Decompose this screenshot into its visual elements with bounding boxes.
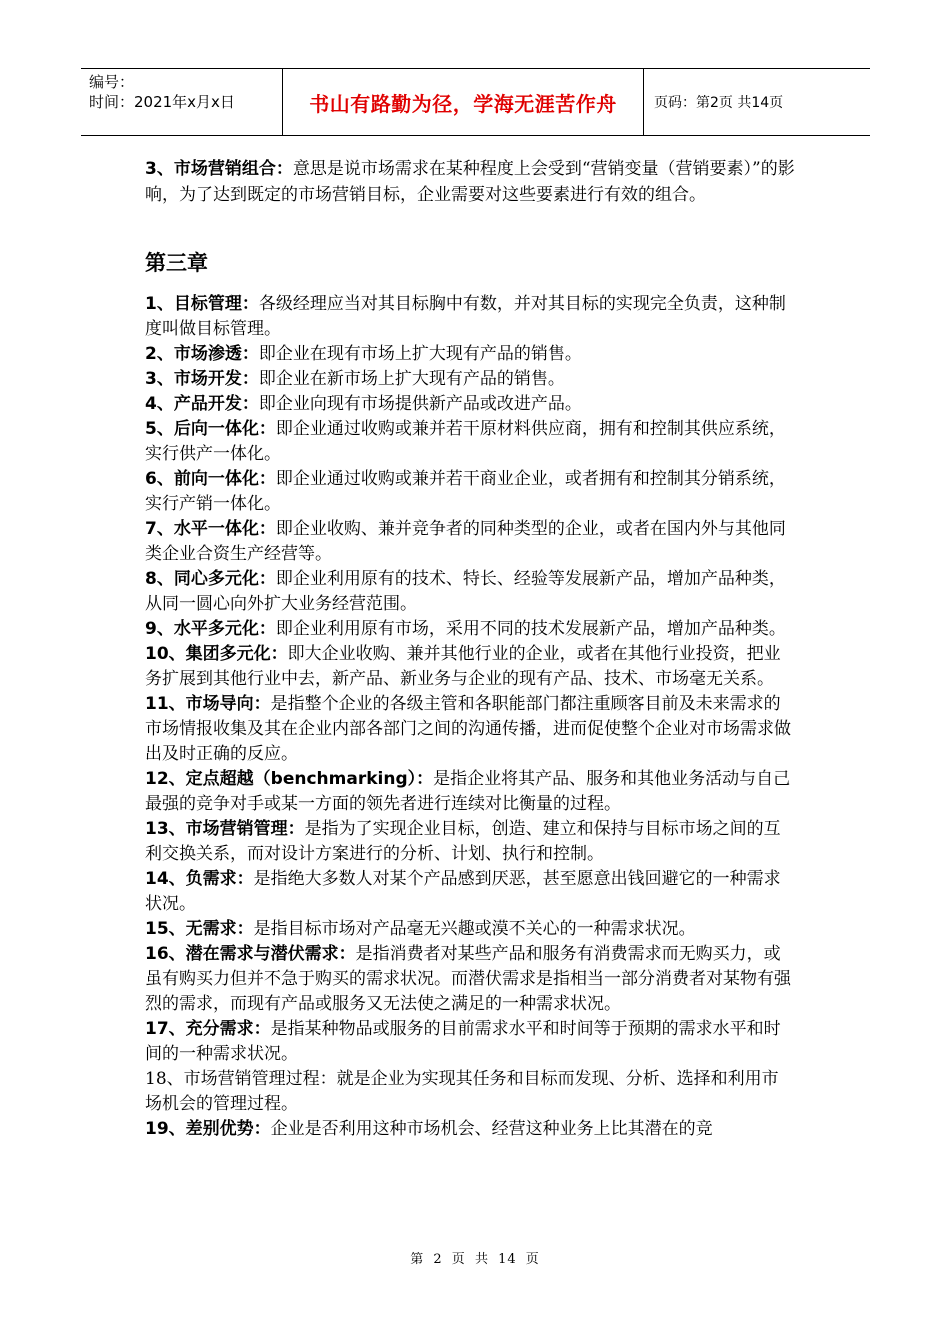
entry-term: 17、充分需求：	[145, 1019, 271, 1039]
intro-term: 3、市场营销组合：	[145, 159, 293, 179]
definition-entry	[145, 917, 795, 942]
definition-entry	[145, 567, 795, 617]
intro-paragraph	[145, 156, 795, 208]
entry-term: 6、前向一体化：	[145, 469, 276, 489]
definition-entry	[145, 292, 795, 342]
entry-term: 15、无需求：	[145, 919, 254, 939]
definition-entry	[145, 692, 795, 767]
definition-entry	[145, 617, 795, 642]
entry-term: 12、定点超越（benchmarking）：	[145, 769, 434, 789]
entry-text: 18、市场营销管理过程：就是企业为实现其任务和目标而发现、分析、选择和利用市场机会的管理过程。	[145, 1069, 779, 1114]
entry-text: 即企业利用原有市场，采用不同的技术发展新产品，增加产品种类。	[275, 619, 786, 639]
entry-text: 是指整个企业的各级主管和各职能部门都注重顾客目前及未来需求的市场情报收集及其在企业内部各部门之间的沟通传播，进而促使整个企业对市场需求做出及时正确的反应。	[145, 694, 791, 764]
number-label: 编号：	[89, 73, 135, 91]
definition-entry	[145, 367, 795, 392]
chapter-title: 第三章	[145, 251, 208, 275]
entry-term: 8、同心多元化：	[145, 569, 276, 589]
definition-entry	[145, 517, 795, 567]
entry-term: 4、产品开发：	[145, 394, 259, 414]
entry-text: 企业是否利用这种市场机会、经营这种业务上比其潜在的竞	[270, 1119, 713, 1139]
entry-text: 即企业收购、兼并竞争者的同种类型的企业，或者在国内外与其他同类企业合资生产经营等。	[145, 519, 786, 564]
document-body	[145, 156, 795, 1142]
definition-entry	[145, 392, 795, 417]
definition-entry	[145, 1117, 795, 1142]
entry-text: 是指某种物品或服务的目前需求水平和时间等于预期的需求水平和时间的一种需求状况。	[145, 1019, 781, 1064]
definition-entry	[145, 767, 795, 817]
intro-text: 意思是说市场需求在某种程度上会受到“营销变量（营销要素）”的影响，为了达到既定的市场营销目标，企业需要对这些要素进行有效的组合。	[145, 159, 795, 205]
entry-text: 是指为了实现企业目标，创造、建立和保持与目标市场之间的互利交换关系，而对设计方案进行的分析、计划、执行和控制。	[145, 819, 781, 864]
footer-text: 页	[525, 1252, 540, 1267]
entry-term: 16、潜在需求与潜伏需求：	[145, 944, 356, 964]
definition-entry	[145, 1017, 795, 1067]
entry-text: 即企业在现有市场上扩大现有产品的销售。	[258, 344, 582, 364]
entry-text: 即企业通过收购或兼并若干原材料供应商，拥有和控制其供应系统，实行供产一体化。	[145, 419, 786, 464]
entry-term: 14、负需求：	[145, 869, 254, 889]
footer-page-number: 2	[433, 1252, 443, 1267]
footer-text: 页	[451, 1252, 466, 1267]
entry-text: 各级经理应当对其目标胸中有数，并对其目标的实现完全负责，这种制度叫做目标管理。	[145, 294, 786, 339]
page-footer	[0, 1248, 950, 1267]
entry-text: 即企业在新市场上扩大现有产品的销售。	[258, 369, 565, 389]
definition-entry	[145, 467, 795, 517]
definition-entry	[145, 867, 795, 917]
entry-text: 即企业向现有市场提供新产品或改进产品。	[258, 394, 582, 414]
time-label: 时间：2021年x月x日	[89, 93, 235, 111]
definition-list	[145, 292, 795, 1142]
entry-term: 19、差别优势：	[145, 1119, 271, 1139]
header-meta	[81, 69, 283, 135]
entry-text: 即企业通过收购或兼并若干商业企业，或者拥有和控制其分销系统，实行产销一体化。	[145, 469, 786, 514]
entry-term: 3、市场开发：	[145, 369, 259, 389]
definition-entry	[145, 642, 795, 692]
entry-term: 11、市场导向：	[145, 694, 271, 714]
entry-term: 7、水平一体化：	[145, 519, 276, 539]
page-header	[81, 68, 870, 136]
definition-entry	[145, 417, 795, 467]
entry-term: 5、后向一体化：	[145, 419, 276, 439]
entry-text: 是指绝大多数人对某个产品感到厌恶，甚至愿意出钱回避它的一种需求状况。	[145, 869, 781, 914]
footer-total-pages: 14	[498, 1252, 517, 1267]
entry-text: 是指企业将其产品、服务和其他业务活动与自己最强的竞争对手或某一方面的领先者进行连续对比衡量的过程。	[145, 769, 791, 814]
entry-text: 即大企业收购、兼并其他行业的企业，或者在其他行业投资，把业务扩展到其他行业中去，新产品、新业务与企业的现有产品、技术、市场毫无关系。	[145, 644, 781, 689]
definition-entry	[145, 942, 795, 1017]
definition-entry	[145, 817, 795, 867]
entry-text: 即企业利用原有的技术、特长、经验等发展新产品，增加产品种类，从同一圆心向外扩大业务经营范围。	[145, 569, 786, 614]
entry-term: 1、目标管理：	[145, 294, 259, 314]
definition-entry	[145, 342, 795, 367]
entry-term: 9、水平多元化：	[145, 619, 276, 639]
footer-text: 共	[474, 1252, 489, 1267]
entry-term: 10、集团多元化：	[145, 644, 288, 664]
definition-entry	[145, 1067, 795, 1117]
entry-term: 2、市场渗透：	[145, 344, 259, 364]
entry-text: 是指目标市场对产品毫无兴趣或漠不关心的一种需求状况。	[253, 919, 696, 939]
entry-term: 13、市场营销管理：	[145, 819, 305, 839]
footer-text: 第	[410, 1252, 425, 1267]
header-motto: 书山有路勤为径，学海无涯苦作舟	[283, 69, 644, 135]
entry-text: 是指消费者对某些产品和服务有消费需求而无购买力，或虽有购买力但并不急于购买的需求状况。而潜伏需求是指相当一部分消费者对某物有强烈的需求，而现有产品或服务又无法使之满足的一种需求状况。	[145, 944, 791, 1014]
header-page-info: 页码：第2页 共14页	[654, 95, 784, 111]
